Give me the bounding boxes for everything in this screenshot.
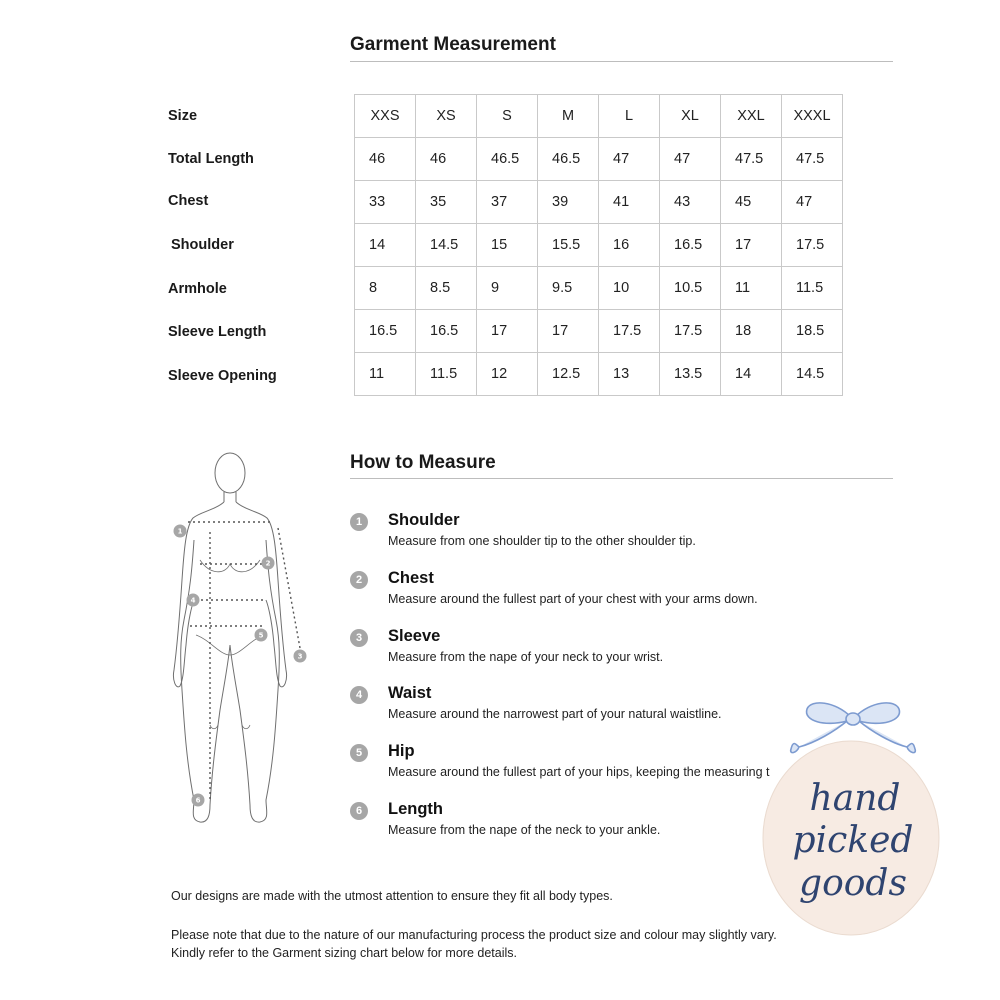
table-cell: 16 (599, 224, 660, 267)
table-cell: 37 (477, 181, 538, 224)
logo-text-picked: picked (792, 820, 914, 861)
table-cell: 16.5 (660, 224, 721, 267)
table-cell: 43 (660, 181, 721, 224)
table-cell: 46 (416, 138, 477, 181)
marker-3-label: 3 (297, 652, 303, 661)
table-cell: 13.5 (660, 353, 721, 396)
table-cell: 18.5 (782, 310, 843, 353)
row-label-sleeve-opening: Sleeve Opening (168, 368, 277, 384)
table-cell: 17 (538, 310, 599, 353)
table-cell: 9 (477, 267, 538, 310)
hand-picked-goods-logo (755, 695, 950, 945)
table-cell: 12 (477, 353, 538, 396)
table-cell: 15 (477, 224, 538, 267)
size-cell: XXS (355, 95, 416, 138)
table-cell: 17 (721, 224, 782, 267)
size-cell: M (538, 95, 599, 138)
marker-4-label: 4 (190, 596, 196, 605)
table-cell: 11 (721, 267, 782, 310)
step-number-badge: 2 (350, 571, 368, 589)
step-description: Measure around the narrowest part of your natural waistline. (388, 707, 722, 721)
size-chart-table (354, 94, 843, 396)
size-cell: XL (660, 95, 721, 138)
table-row (355, 95, 843, 138)
table-row (355, 138, 843, 181)
row-label-sleeve-length: Sleeve Length (168, 324, 267, 340)
measurement-guides (188, 522, 300, 800)
body-measurement-figure (160, 440, 320, 840)
footer-note-3: Kindly refer to the Garment sizing chart below for more details. (171, 946, 517, 960)
garment-title: Garment Measurement (350, 34, 556, 55)
size-cell: XXL (721, 95, 782, 138)
step-name: Sleeve (388, 627, 441, 645)
table-row (355, 267, 843, 310)
marker-1-label: 1 (177, 527, 183, 536)
marker-2-label: 2 (265, 559, 271, 568)
table-cell: 46 (355, 138, 416, 181)
marker-5-label: 5 (258, 631, 264, 640)
step-name: Chest (388, 569, 434, 587)
step-description: Measure from the nape of the neck to your ankle. (388, 823, 661, 837)
table-cell: 11.5 (416, 353, 477, 396)
table-cell: 15.5 (538, 224, 599, 267)
table-cell: 16.5 (416, 310, 477, 353)
howto-title-rule (350, 478, 893, 479)
table-cell: 35 (416, 181, 477, 224)
step-name: Shoulder (388, 511, 460, 529)
table-cell: 17.5 (660, 310, 721, 353)
row-label-size: Size (168, 108, 198, 124)
table-cell: 14 (721, 353, 782, 396)
table-cell: 17.5 (782, 224, 843, 267)
table-cell: 13 (599, 353, 660, 396)
table-cell: 11 (355, 353, 416, 396)
size-cell: XXXL (782, 95, 843, 138)
step-description: Measure around the fullest part of your hips, keeping the measuring t (388, 765, 770, 779)
table-row (355, 310, 843, 353)
row-label-chest: Chest (168, 193, 209, 209)
table-cell: 16.5 (355, 310, 416, 353)
row-label-shoulder: Shoulder (171, 237, 234, 253)
table-cell: 8.5 (416, 267, 477, 310)
table-cell: 18 (721, 310, 782, 353)
table-cell: 12.5 (538, 353, 599, 396)
table-row (355, 181, 843, 224)
logo-text-goods: goods (799, 863, 907, 904)
marker-6-label: 6 (195, 796, 201, 805)
footer-note-1: Our designs are made with the utmost attention to ensure they fit all body types. (171, 889, 613, 903)
table-cell: 47.5 (721, 138, 782, 181)
table-cell: 17.5 (599, 310, 660, 353)
size-cell: L (599, 95, 660, 138)
table-cell: 14.5 (782, 353, 843, 396)
step-name: Length (388, 800, 443, 818)
size-cell: S (477, 95, 538, 138)
howto-title: How to Measure (350, 452, 496, 473)
step-description: Measure from one shoulder tip to the other shoulder tip. (388, 534, 696, 548)
table-cell: 9.5 (538, 267, 599, 310)
body-outline (173, 453, 286, 822)
table-cell: 47 (782, 181, 843, 224)
row-label-armhole: Armhole (168, 281, 227, 297)
step-number-badge: 1 (350, 513, 368, 531)
table-cell: 46.5 (477, 138, 538, 181)
table-cell: 47.5 (782, 138, 843, 181)
table-cell: 14.5 (416, 224, 477, 267)
step-number-badge: 5 (350, 744, 368, 762)
garment-title-rule (350, 61, 893, 62)
table-row (355, 353, 843, 396)
footer-note-2: Please note that due to the nature of our manufacturing process the product size and colour may slightly vary. (171, 928, 777, 942)
step-number-badge: 6 (350, 802, 368, 820)
step-number-badge: 4 (350, 686, 368, 704)
logo-text-hand: hand (809, 778, 901, 819)
step-name: Waist (388, 684, 432, 702)
table-cell: 33 (355, 181, 416, 224)
table-cell: 10 (599, 267, 660, 310)
table-cell: 14 (355, 224, 416, 267)
table-row (355, 224, 843, 267)
step-name: Hip (388, 742, 415, 760)
table-cell: 47 (599, 138, 660, 181)
table-cell: 17 (477, 310, 538, 353)
size-cell: XS (416, 95, 477, 138)
table-cell: 45 (721, 181, 782, 224)
table-cell: 47 (660, 138, 721, 181)
table-cell: 11.5 (782, 267, 843, 310)
row-label-total-length: Total Length (168, 151, 254, 167)
step-description: Measure from the nape of your neck to your wrist. (388, 650, 664, 664)
table-cell: 8 (355, 267, 416, 310)
table-cell: 41 (599, 181, 660, 224)
step-number-badge: 3 (350, 629, 368, 647)
table-cell: 39 (538, 181, 599, 224)
step-description: Measure around the fullest part of your chest with your arms down. (388, 592, 758, 606)
table-cell: 10.5 (660, 267, 721, 310)
table-cell: 46.5 (538, 138, 599, 181)
